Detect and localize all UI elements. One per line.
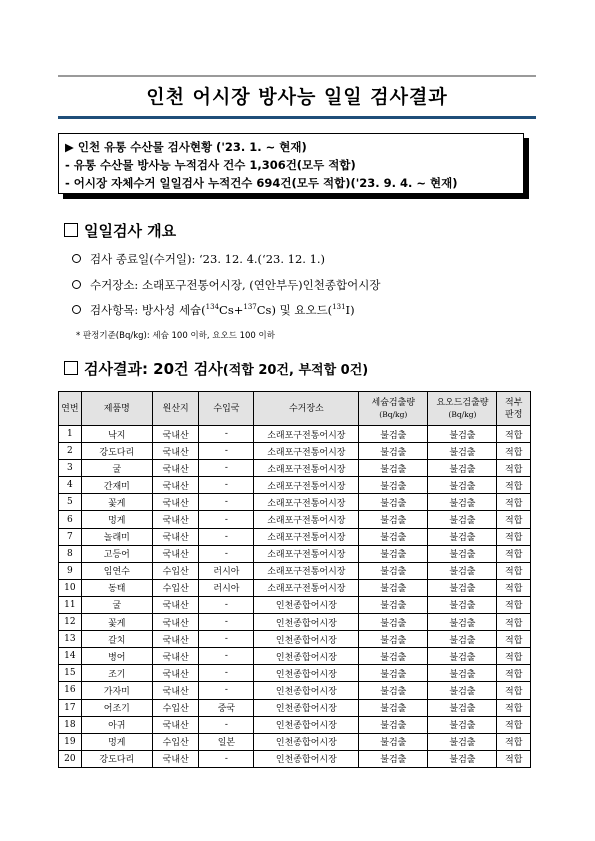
cell-no: 20 [59, 750, 82, 767]
cell-no: 2 [59, 443, 82, 460]
title-block [58, 75, 536, 119]
cell-iodine: 불검출 [428, 511, 497, 528]
table-row [59, 750, 531, 767]
page-title: 인천 어시장 방사능 일일 검사결과 [146, 86, 448, 108]
col-header-iodine-label: 요오드검출량 [436, 397, 489, 408]
table-row [59, 477, 531, 494]
table-row [59, 648, 531, 665]
cell-origin: 국내산 [152, 716, 198, 733]
cell-iodine: 불검출 [428, 682, 497, 699]
cell-judgement: 적합 [497, 460, 531, 477]
cell-no: 9 [59, 562, 82, 579]
cell-cesium: 불검출 [359, 426, 428, 443]
cell-place: 인천종합어시장 [254, 631, 359, 648]
cell-place: 소래포구전통어시장 [254, 545, 359, 562]
cell-place: 인천종합어시장 [254, 716, 359, 733]
cell-cesium: 불검출 [359, 631, 428, 648]
cell-judgement: 적합 [497, 477, 531, 494]
cs137-superscript: 137 [243, 303, 257, 312]
cell-no: 18 [59, 716, 82, 733]
table-row [59, 716, 531, 733]
overview-date [72, 251, 325, 267]
cell-cesium: 불검출 [359, 511, 428, 528]
cell-origin: 수입산 [152, 579, 198, 596]
cs137-label: Cs) [256, 303, 276, 317]
iodine-prefix: 및 요오드( [275, 303, 333, 317]
cell-name: 꽃게 [81, 614, 152, 631]
table-header-row [59, 392, 531, 426]
results-table [58, 391, 531, 768]
cell-name: 굴 [81, 460, 152, 477]
overview-heading-text: 일일검사 개요 [84, 222, 177, 240]
summary-box [58, 133, 524, 194]
cell-origin: 국내산 [152, 648, 198, 665]
cell-import: - [199, 631, 254, 648]
cell-judgement: 적합 [497, 631, 531, 648]
col-header-import: 수입국 [199, 392, 254, 426]
cs134-label: Cs+ [219, 303, 244, 317]
cell-origin: 국내산 [152, 460, 198, 477]
col-header-judgement-line1: 적부 [505, 397, 523, 408]
table-row [59, 631, 531, 648]
cell-iodine: 불검출 [428, 648, 497, 665]
cell-no: 3 [59, 460, 82, 477]
cell-no: 1 [59, 426, 82, 443]
cell-origin: 국내산 [152, 596, 198, 613]
cell-import: - [199, 716, 254, 733]
cell-import: - [199, 443, 254, 460]
cell-cesium: 불검출 [359, 443, 428, 460]
cell-import: - [199, 750, 254, 767]
cell-judgement: 적합 [497, 596, 531, 613]
cell-cesium: 불검출 [359, 528, 428, 545]
cell-place: 소래포구전통어시장 [254, 494, 359, 511]
cs134-superscript: 134 [205, 303, 220, 312]
cell-name: 꽃게 [81, 494, 152, 511]
col-header-name: 제품명 [81, 392, 152, 426]
cell-iodine: 불검출 [428, 426, 497, 443]
i131-superscript: 131 [332, 303, 346, 312]
col-header-cesium [359, 392, 428, 426]
cell-name: 낙지 [81, 426, 152, 443]
cell-name: 아귀 [81, 716, 152, 733]
cell-import: - [199, 494, 254, 511]
cell-iodine: 불검출 [428, 716, 497, 733]
cell-no: 7 [59, 528, 82, 545]
col-header-place: 수거장소 [254, 392, 359, 426]
cell-cesium: 불검출 [359, 665, 428, 682]
col-header-cesium-label: 세슘검출량 [371, 397, 416, 408]
cell-cesium: 불검출 [359, 699, 428, 716]
i131-label: I) [345, 303, 355, 317]
cell-cesium: 불검출 [359, 494, 428, 511]
cell-iodine: 불검출 [428, 562, 497, 579]
cell-name: 간재미 [81, 477, 152, 494]
cell-name: 가자미 [81, 682, 152, 699]
cell-name: 굴 [81, 596, 152, 613]
col-header-iodine [428, 392, 497, 426]
cell-judgement: 적합 [497, 579, 531, 596]
cell-cesium: 불검출 [359, 716, 428, 733]
table-row [59, 426, 531, 443]
cell-import: - [199, 511, 254, 528]
cell-origin: 국내산 [152, 614, 198, 631]
cell-origin: 수입산 [152, 699, 198, 716]
cell-cesium: 불검출 [359, 579, 428, 596]
table-row [59, 494, 531, 511]
cell-place: 소래포구전통어시장 [254, 477, 359, 494]
cell-iodine: 불검출 [428, 494, 497, 511]
cell-iodine: 불검출 [428, 460, 497, 477]
cell-import: - [199, 682, 254, 699]
col-header-origin: 원산지 [152, 392, 198, 426]
cell-no: 15 [59, 665, 82, 682]
cell-place: 소래포구전통어시장 [254, 443, 359, 460]
cell-name: 놀래미 [81, 528, 152, 545]
cell-judgement: 적합 [497, 733, 531, 750]
table-row [59, 443, 531, 460]
cell-name: 멍게 [81, 511, 152, 528]
cell-cesium: 불검출 [359, 596, 428, 613]
table-row [59, 545, 531, 562]
cell-import: - [199, 426, 254, 443]
cell-iodine: 불검출 [428, 733, 497, 750]
cell-iodine: 불검출 [428, 665, 497, 682]
cell-iodine: 불검출 [428, 631, 497, 648]
cell-judgement: 적합 [497, 750, 531, 767]
cell-name: 강도다리 [81, 443, 152, 460]
cell-import: - [199, 545, 254, 562]
col-header-no: 연번 [59, 392, 82, 426]
cell-place: 소래포구전통어시장 [254, 562, 359, 579]
cell-origin: 국내산 [152, 665, 198, 682]
cell-judgement: 적합 [497, 511, 531, 528]
table-row [59, 579, 531, 596]
cell-name: 동태 [81, 579, 152, 596]
table-row [59, 699, 531, 716]
table-row [59, 528, 531, 545]
cell-import: - [199, 460, 254, 477]
cell-place: 소래포구전통어시장 [254, 511, 359, 528]
cell-judgement: 적합 [497, 426, 531, 443]
cell-import: - [199, 528, 254, 545]
cell-iodine: 불검출 [428, 699, 497, 716]
cell-iodine: 불검출 [428, 596, 497, 613]
cell-no: 4 [59, 477, 82, 494]
criteria-note: * 판정기준(Bq/kg): 세슘 100 이하, 요오드 100 이하 [76, 331, 275, 341]
results-heading-text: 검사결과: 20건 검사 [84, 360, 223, 378]
cell-origin: 국내산 [152, 477, 198, 494]
cell-place: 인천종합어시장 [254, 665, 359, 682]
col-header-cesium-unit: (Bq/kg) [379, 409, 408, 419]
cell-name: 강도다리 [81, 750, 152, 767]
cell-place: 인천종합어시장 [254, 682, 359, 699]
summary-line-3: - 어시장 자체수거 일일검사 누적건수 694건(모두 적합)('23. 9. 4. ~ 현재) [65, 176, 458, 190]
circle-bullet-icon [72, 280, 81, 289]
cell-import: 일본 [199, 733, 254, 750]
cell-cesium: 불검출 [359, 477, 428, 494]
cell-judgement: 적합 [497, 716, 531, 733]
cell-import: - [199, 648, 254, 665]
cell-name: 멍게 [81, 733, 152, 750]
cell-no: 16 [59, 682, 82, 699]
cell-origin: 국내산 [152, 426, 198, 443]
cell-no: 17 [59, 699, 82, 716]
cell-origin: 국내산 [152, 511, 198, 528]
cell-no: 19 [59, 733, 82, 750]
cell-judgement: 적합 [497, 699, 531, 716]
cell-no: 6 [59, 511, 82, 528]
cell-no: 11 [59, 596, 82, 613]
square-bullet-icon [64, 223, 78, 237]
cell-judgement: 적합 [497, 443, 531, 460]
cell-no: 12 [59, 614, 82, 631]
cell-cesium: 불검출 [359, 648, 428, 665]
overview-items [72, 302, 355, 318]
cell-judgement: 적합 [497, 528, 531, 545]
cell-place: 인천종합어시장 [254, 648, 359, 665]
cell-origin: 수입산 [152, 733, 198, 750]
cell-iodine: 불검출 [428, 443, 497, 460]
col-header-judgement-line2: 판정 [505, 409, 523, 420]
cell-no: 8 [59, 545, 82, 562]
overview-location [72, 277, 380, 293]
cell-judgement: 적합 [497, 562, 531, 579]
cell-cesium: 불검출 [359, 733, 428, 750]
cell-origin: 국내산 [152, 682, 198, 699]
cell-iodine: 불검출 [428, 750, 497, 767]
overview-location-text: 수거장소: 소래포구전통어시장, (연안부두)인천종합어시장 [90, 278, 381, 292]
cell-iodine: 불검출 [428, 545, 497, 562]
cell-place: 인천종합어시장 [254, 596, 359, 613]
cell-no: 13 [59, 631, 82, 648]
cell-judgement: 적합 [497, 648, 531, 665]
cell-judgement: 적합 [497, 665, 531, 682]
table-row [59, 682, 531, 699]
cell-name: 어조기 [81, 699, 152, 716]
table-row [59, 596, 531, 613]
cell-name: 고등어 [81, 545, 152, 562]
cell-import: 러시아 [199, 579, 254, 596]
cell-name: 병어 [81, 648, 152, 665]
overview-items-prefix: 검사항목: 방사성 세슘( [90, 303, 206, 317]
cell-no: 5 [59, 494, 82, 511]
circle-bullet-icon [72, 305, 81, 314]
cell-cesium: 불검출 [359, 614, 428, 631]
cell-origin: 국내산 [152, 750, 198, 767]
cell-name: 갈치 [81, 631, 152, 648]
summary-line-2: - 유통 수산물 방사능 누적검사 건수 1,306건(모두 적합) [65, 158, 356, 172]
cell-place: 소래포구전통어시장 [254, 579, 359, 596]
cell-iodine: 불검출 [428, 579, 497, 596]
table-row [59, 562, 531, 579]
cell-place: 인천종합어시장 [254, 699, 359, 716]
cell-origin: 국내산 [152, 494, 198, 511]
cell-judgement: 적합 [497, 614, 531, 631]
cell-place: 소래포구전통어시장 [254, 528, 359, 545]
overview-heading [64, 220, 176, 241]
cell-judgement: 적합 [497, 494, 531, 511]
cell-cesium: 불검출 [359, 545, 428, 562]
cell-origin: 국내산 [152, 443, 198, 460]
cell-place: 인천종합어시장 [254, 733, 359, 750]
cell-no: 14 [59, 648, 82, 665]
cell-judgement: 적합 [497, 545, 531, 562]
title-bottom-rule [58, 116, 536, 119]
col-header-iodine-unit: (Bq/kg) [448, 409, 477, 419]
results-heading [64, 358, 368, 379]
cell-iodine: 불검출 [428, 528, 497, 545]
cell-place: 인천종합어시장 [254, 750, 359, 767]
table-row [59, 614, 531, 631]
cell-import: 중국 [199, 699, 254, 716]
cell-place: 인천종합어시장 [254, 614, 359, 631]
col-header-judgement [497, 392, 531, 426]
cell-import: - [199, 665, 254, 682]
cell-cesium: 불검출 [359, 750, 428, 767]
cell-import: - [199, 614, 254, 631]
cell-iodine: 불검출 [428, 614, 497, 631]
cell-no: 10 [59, 579, 82, 596]
cell-place: 소래포구전통어시장 [254, 460, 359, 477]
circle-bullet-icon [72, 254, 81, 263]
cell-import: - [199, 477, 254, 494]
cell-place: 소래포구전통어시장 [254, 426, 359, 443]
cell-origin: 국내산 [152, 631, 198, 648]
overview-date-text: 검사 종료일(수거일): ‘23. 12. 4.(‘23. 12. 1.) [90, 252, 326, 266]
table-row [59, 665, 531, 682]
cell-origin: 국내산 [152, 545, 198, 562]
results-heading-suffix: (적합 20건, 부적합 0건) [222, 363, 369, 378]
cell-name: 임연수 [81, 562, 152, 579]
table-row [59, 511, 531, 528]
cell-iodine: 불검출 [428, 477, 497, 494]
table-row [59, 460, 531, 477]
cell-judgement: 적합 [497, 682, 531, 699]
cell-cesium: 불검출 [359, 562, 428, 579]
cell-cesium: 불검출 [359, 682, 428, 699]
cell-origin: 수입산 [152, 562, 198, 579]
cell-origin: 국내산 [152, 528, 198, 545]
table-row [59, 733, 531, 750]
cell-import: 러시아 [199, 562, 254, 579]
cell-import: - [199, 596, 254, 613]
cell-name: 조기 [81, 665, 152, 682]
cell-cesium: 불검출 [359, 460, 428, 477]
square-bullet-icon [64, 361, 78, 375]
summary-line-1: ▶ 인천 유통 수산물 검사현황 ('23. 1. ~ 현재) [65, 140, 307, 154]
table-body [59, 426, 531, 768]
